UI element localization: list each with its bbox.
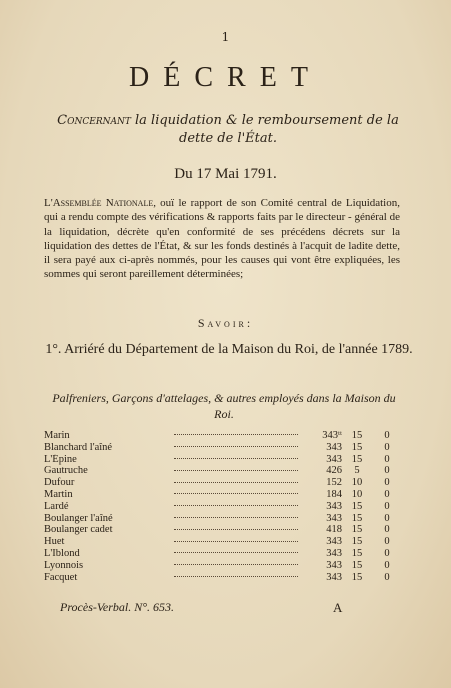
amount-deniers: 0 [384,430,390,441]
table-row [44,572,414,584]
subtitle-lead: Concernant [57,113,131,128]
amount-deniers: 0 [384,441,390,453]
document-title: DÉCRET [129,62,322,93]
amount-livres: 343 [326,547,342,559]
amount-sols: 10 [351,477,363,489]
leader-dots [174,517,298,518]
amount-sols: 15 [351,547,363,559]
amount-sols: 15 [351,559,363,571]
amount-livres: 343 [326,536,342,548]
payee-name: Huet [44,536,65,548]
leader-dots [174,434,298,435]
amount-deniers: 0 [384,500,390,512]
table-row [44,560,414,572]
leader-dots [174,552,298,553]
amount-livres: 426 [326,465,342,477]
amount-deniers: 0 [384,536,390,548]
amount-deniers: 0 [384,453,390,465]
subtitle-line2: dette de l'État. [179,131,277,146]
amount-livres: 418 [326,524,342,536]
payee-name: Gautruche [44,465,88,477]
table-row [44,430,414,442]
table-row [44,513,414,525]
leader-dots [174,482,298,483]
leader-dots [174,505,298,506]
amount-sols: 15 [351,512,363,524]
body-lead: L'Assemblée Nationale [44,197,154,209]
amount-sols: 15 [351,453,363,465]
leader-dots [174,541,298,542]
decree-date: Du 17 Mai 1791. [174,166,277,182]
amount-sols: 5 [354,465,360,477]
table-row [44,536,414,548]
amount-livres: 184 [326,488,342,500]
amount-deniers: 0 [384,547,390,559]
body-text: , ouï le rapport de son Comité central de Liquidation, qui a rendu compte des vérifications & rapports faits par le directeur - général de la liquidation, décrète qu'en conformité de ses précédens décrets sur la liquidation des dettes de l'État, & sur les fonds destinés à l'acquit de ladite dette, il sera payé aux ci-après nommés, pour les causes qui vont être expliquées, les sommes qui seront pareillement déterminées; [44,197,400,281]
amount-livres: 343 [326,512,342,524]
amount-deniers: 0 [384,477,390,489]
proces-verbal-footer: Procès-Verbal. N°. 653. [60,600,175,614]
table-row [44,477,414,489]
leader-dots [174,470,298,471]
payment-table [44,430,414,583]
subsection-heading: Palfreniers, Garçons d'attelages, & autres employés dans la Maison du Roi. [52,391,396,421]
leader-dots [174,493,298,494]
amount-deniers: 0 [384,512,390,524]
amount-deniers: 0 [384,465,390,477]
table-row [44,524,414,536]
amount-sols: 15 [351,430,363,441]
amount-deniers: 0 [384,488,390,500]
payee-name: Facquet [44,571,78,583]
amount-deniers: 0 [384,524,390,536]
payee-name: Blanchard l'aîné [44,441,113,453]
amount-livres: 343 [326,441,342,453]
payee-name: Boulanger l'aîné [44,512,113,524]
amount-sols: 15 [351,536,363,548]
table-row [44,454,414,466]
leader-dots [174,529,298,530]
leader-dots [174,446,298,447]
amount-sols: 15 [351,441,363,453]
payee-name: Boulanger cadet [44,524,113,536]
leader-dots [174,458,298,459]
amount-livres: 343ᵗᵗ [322,430,342,441]
savoir-heading: Savoir: [197,316,254,330]
amount-sols: 10 [351,488,363,500]
amount-deniers: 0 [384,571,390,583]
amount-livres: 343 [326,559,342,571]
table-row [44,465,414,477]
leader-dots [174,564,298,565]
table-row [44,442,414,454]
payee-name: Lyonnois [44,559,84,571]
amount-livres: 343 [326,453,342,465]
table-row [44,548,414,560]
table-row [44,489,414,501]
signature-mark: A [333,600,343,615]
amount-livres: 152 [326,477,342,489]
payee-name: Dufour [44,477,75,489]
amount-sols: 15 [351,500,363,512]
amount-livres: 343 [326,571,342,583]
payee-name: Martin [44,488,73,500]
table-row [44,501,414,513]
decree-body [44,196,400,282]
section-heading: 1°. Arriéré du Département de la Maison du Roi, de l'année 1789. [45,342,413,357]
subtitle-line1: la liquidation & le remboursement de la [130,113,399,128]
document-subtitle [48,112,408,148]
payee-name: Marin [44,430,70,441]
leader-dots [174,576,298,577]
payee-name: L'Iblond [44,547,80,559]
page-number: 1 [221,30,230,44]
payee-name: L'Épine [44,453,77,465]
amount-sols: 15 [351,524,363,536]
amount-sols: 15 [351,571,363,583]
amount-livres: 343 [326,500,342,512]
payee-name: Lardé [44,500,69,512]
amount-deniers: 0 [384,559,390,571]
